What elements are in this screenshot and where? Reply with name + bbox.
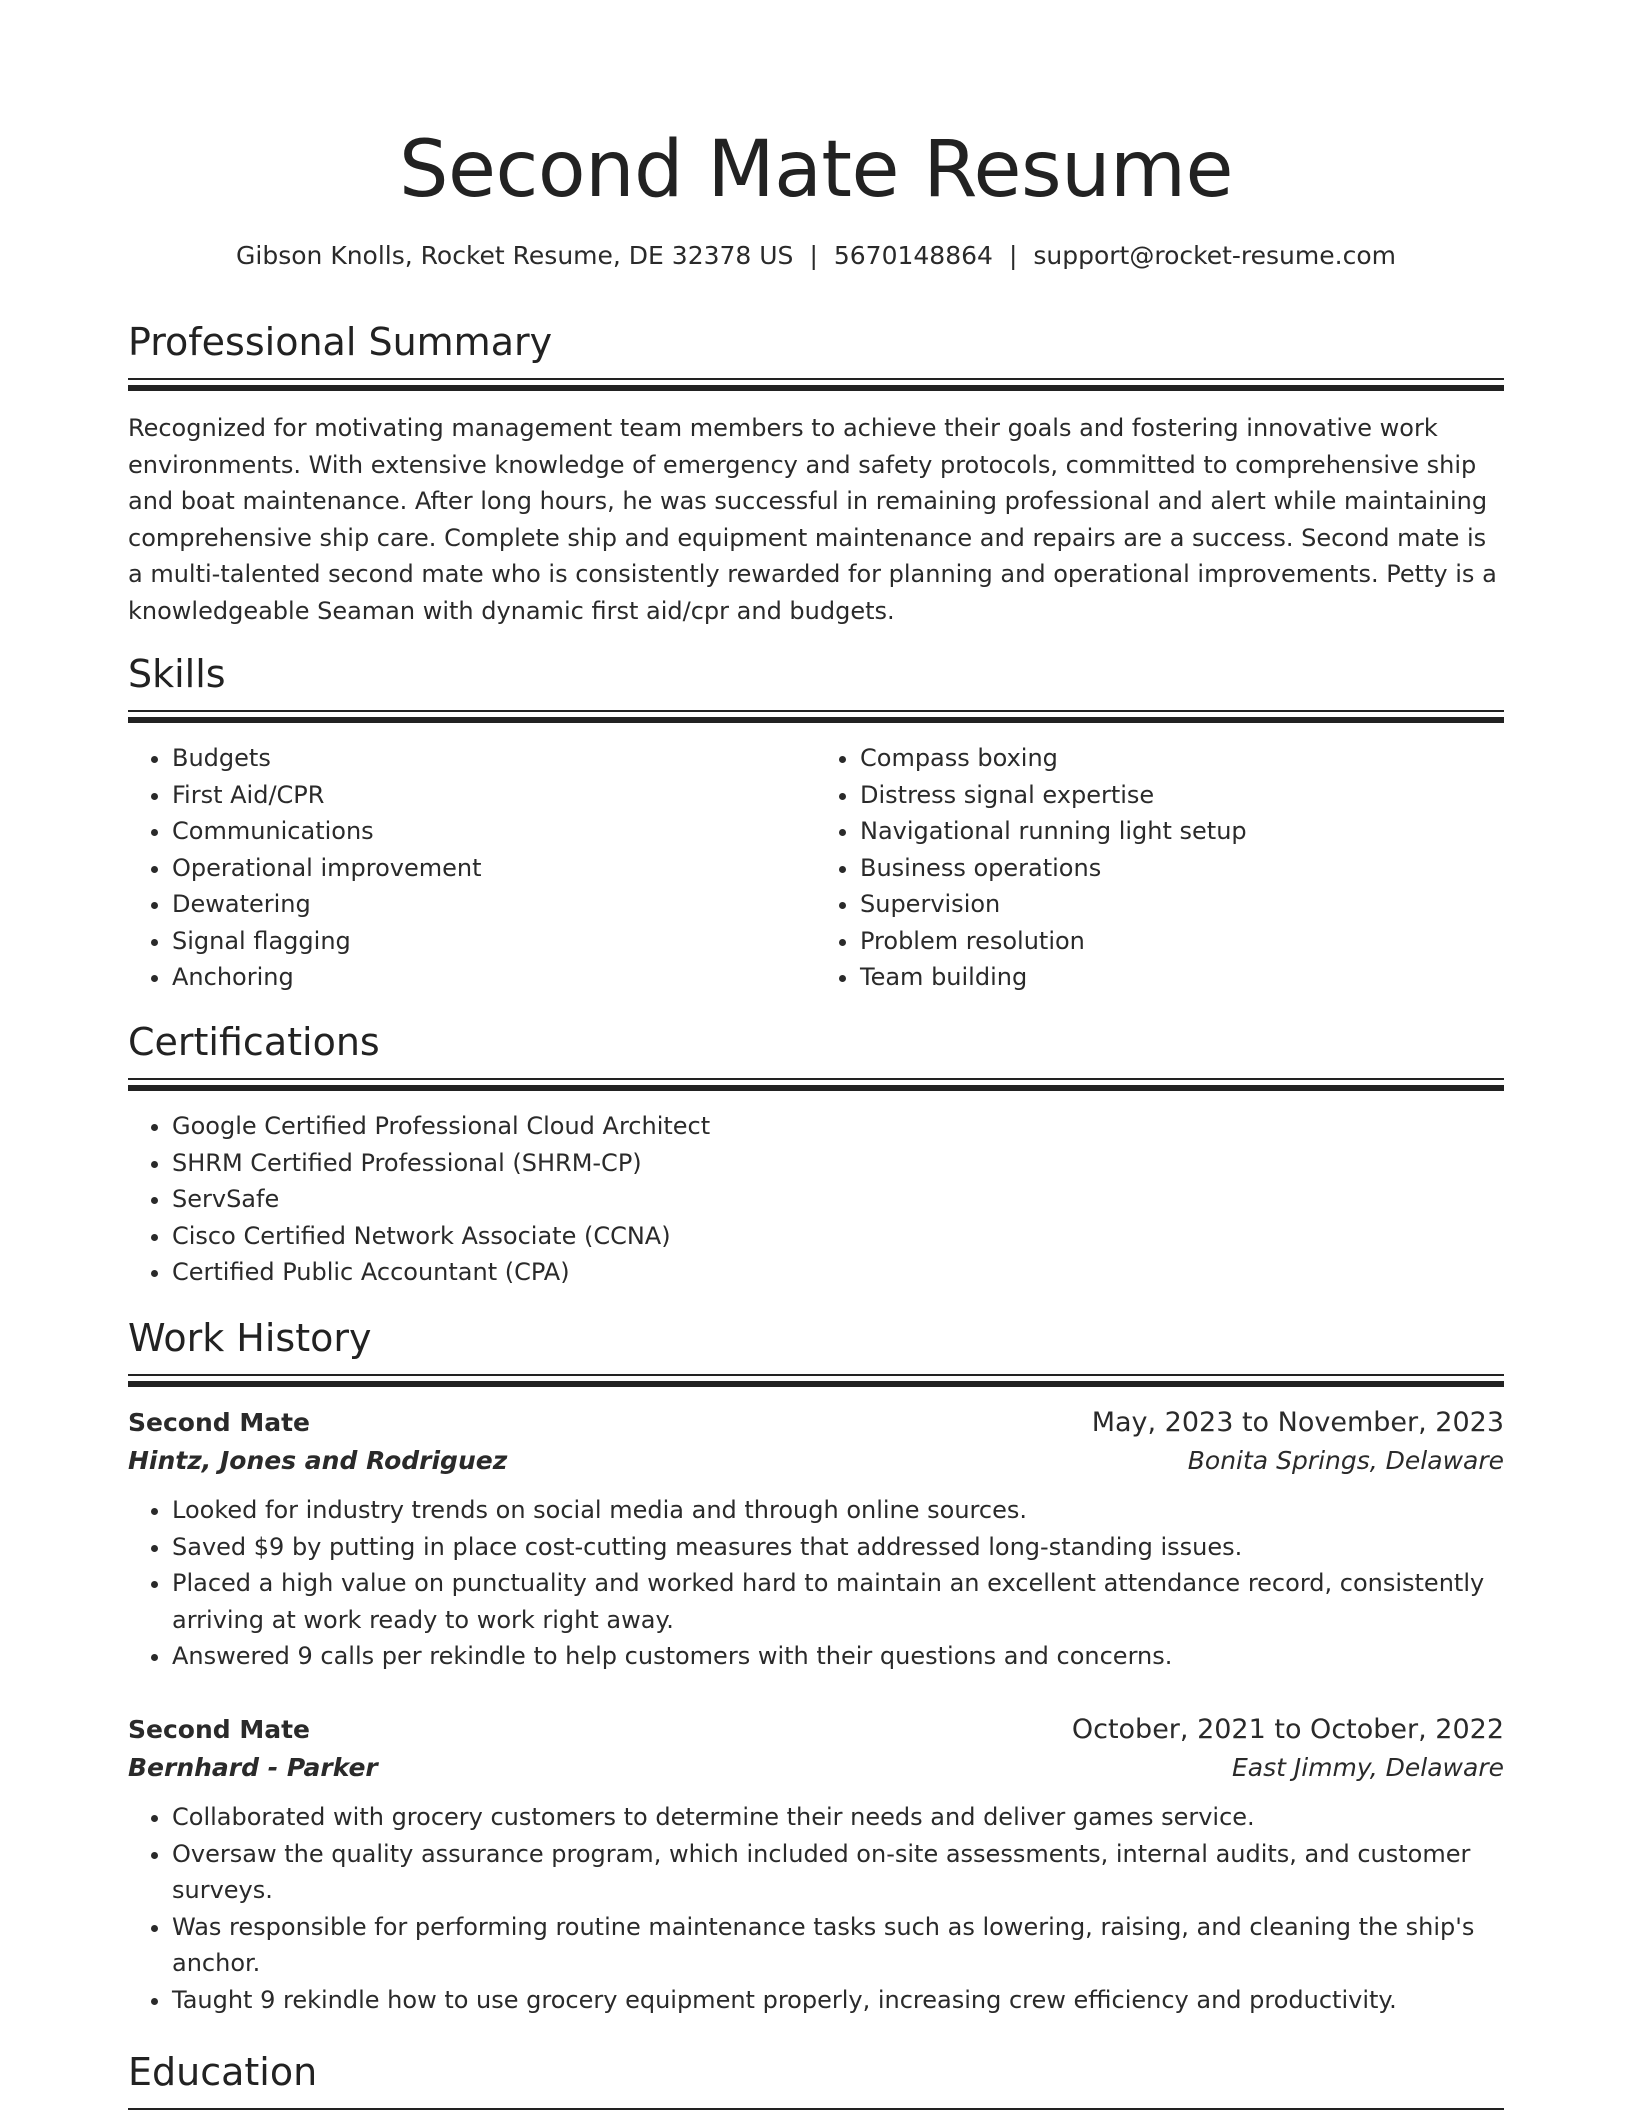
section-heading: Skills (128, 652, 226, 696)
job-entry (128, 1404, 1504, 1675)
certification-item: • Google Certified Professional Cloud Architect (172, 1108, 1504, 1145)
skill-item: • Business operations (860, 850, 1504, 887)
job-subheader-row (128, 1442, 1504, 1480)
certification-item: • Cisco Certified Network Associate (CCNA) (172, 1218, 1504, 1255)
job-dates: October, 2021 to October, 2022 (1071, 1714, 1504, 1745)
section-education (128, 2046, 1504, 2112)
certifications-list (128, 1108, 1504, 1291)
job-bullet: • Collaborated with grocery customers to determine their needs and deliver games service. (172, 1799, 1504, 1836)
skill-item: • Distress signal expertise (860, 777, 1504, 814)
section-divider (128, 710, 1504, 724)
job-bullet: • Saved $9 by putting in place cost-cutting measures that addressed long-standing issues. (172, 1529, 1504, 1566)
skill-item: • Dewatering (172, 886, 816, 923)
section-divider (128, 1078, 1504, 1092)
skill-item: • Operational improvement (172, 850, 816, 887)
job-bullet: • Placed a high value on punctuality and worked hard to maintain an excellent attendance record, consistently arriving at work ready to work right away. (172, 1565, 1504, 1638)
skills-list-right (816, 740, 1504, 996)
section-heading: Professional Summary (128, 320, 553, 364)
job-location: East Jimmy, Delaware (1232, 1753, 1504, 1782)
section-heading: Work History (128, 1316, 372, 1360)
skill-item: • Team building (860, 959, 1504, 996)
skill-item: • Compass boxing (860, 740, 1504, 777)
contact-email: support@rocket-resume.com (1033, 241, 1396, 270)
job-bullets (128, 1492, 1504, 1675)
section-skills (128, 648, 1504, 996)
skill-item: • Navigational running light setup (860, 813, 1504, 850)
job-location: Bonita Springs, Delaware (1187, 1446, 1504, 1475)
job-title: Second Mate (128, 1408, 311, 1437)
skill-item: • Budgets (172, 740, 816, 777)
contact-address: Gibson Knolls, Rocket Resume, DE 32378 US (236, 241, 794, 270)
job-company: Bernhard - Parker (128, 1753, 378, 1782)
skill-item: • First Aid/CPR (172, 777, 816, 814)
section-work-history (128, 1312, 1504, 1388)
job-bullet: • Was responsible for performing routine maintenance tasks such as lowering, raising, and cleaning the ship's anchor. (172, 1909, 1504, 1982)
page-title: Second Mate Resume (398, 125, 1234, 215)
job-header-row (128, 1711, 1504, 1749)
contact-separator: | (1008, 241, 1018, 270)
job-entry (128, 1711, 1504, 2018)
contact-separator: | (809, 241, 818, 270)
job-title: Second Mate (128, 1715, 311, 1744)
section-divider (128, 1374, 1504, 1388)
skill-item: • Anchoring (172, 959, 816, 996)
section-heading: Education (128, 2050, 318, 2094)
job-subheader-row (128, 1749, 1504, 1787)
job-dates: May, 2023 to November, 2023 (1091, 1407, 1504, 1438)
summary-paragraph: Recognized for motivating management team members to achieve their goals and fostering innovative work environments. With extensive knowledge of emergency and safety protocols, committed to comprehensive ship and boat maintenance. After long hours, he was successful in remaining professional and alert while maintaining comprehensive ship care. Complete ship and equipment maintenance and repairs are a success. Second mate is a multi-talented second mate who is consistently rewarded for planning and operational improvements. Petty is a knowledgeable Seaman with dynamic first aid/cpr and budgets. (128, 414, 1497, 625)
section-heading: Certifications (128, 1020, 380, 1064)
job-header-row (128, 1404, 1504, 1442)
skill-item: • Supervision (860, 886, 1504, 923)
section-divider (128, 378, 1504, 392)
job-bullets (128, 1799, 1504, 2018)
contact-phone: 5670148864 (833, 241, 993, 270)
contact-line (128, 238, 1504, 274)
section-certifications (128, 1016, 1504, 1291)
job-bullet: • Taught 9 rekindle how to use grocery equipment properly, increasing crew efficiency and productivity. (172, 1982, 1504, 2019)
section-divider (128, 2108, 1504, 2112)
skills-list-left (128, 740, 816, 996)
job-bullet: • Looked for industry trends on social media and through online sources. (172, 1492, 1504, 1529)
certification-item: • ServSafe (172, 1181, 1504, 1218)
skill-item: • Problem resolution (860, 923, 1504, 960)
job-bullet: • Answered 9 calls per rekindle to help customers with their questions and concerns. (172, 1638, 1504, 1675)
certification-item: • Certified Public Accountant (CPA) (172, 1254, 1504, 1291)
section-professional-summary (128, 316, 1504, 629)
skills-grid (128, 740, 1504, 996)
job-company: Hintz, Jones and Rodriguez (128, 1446, 508, 1475)
skill-item: • Communications (172, 813, 816, 850)
skill-item: • Signal flagging (172, 923, 816, 960)
certification-item: • SHRM Certified Professional (SHRM-CP) (172, 1145, 1504, 1182)
job-bullet: • Oversaw the quality assurance program, which included on-site assessments, internal audits, and customer surveys. (172, 1836, 1504, 1909)
